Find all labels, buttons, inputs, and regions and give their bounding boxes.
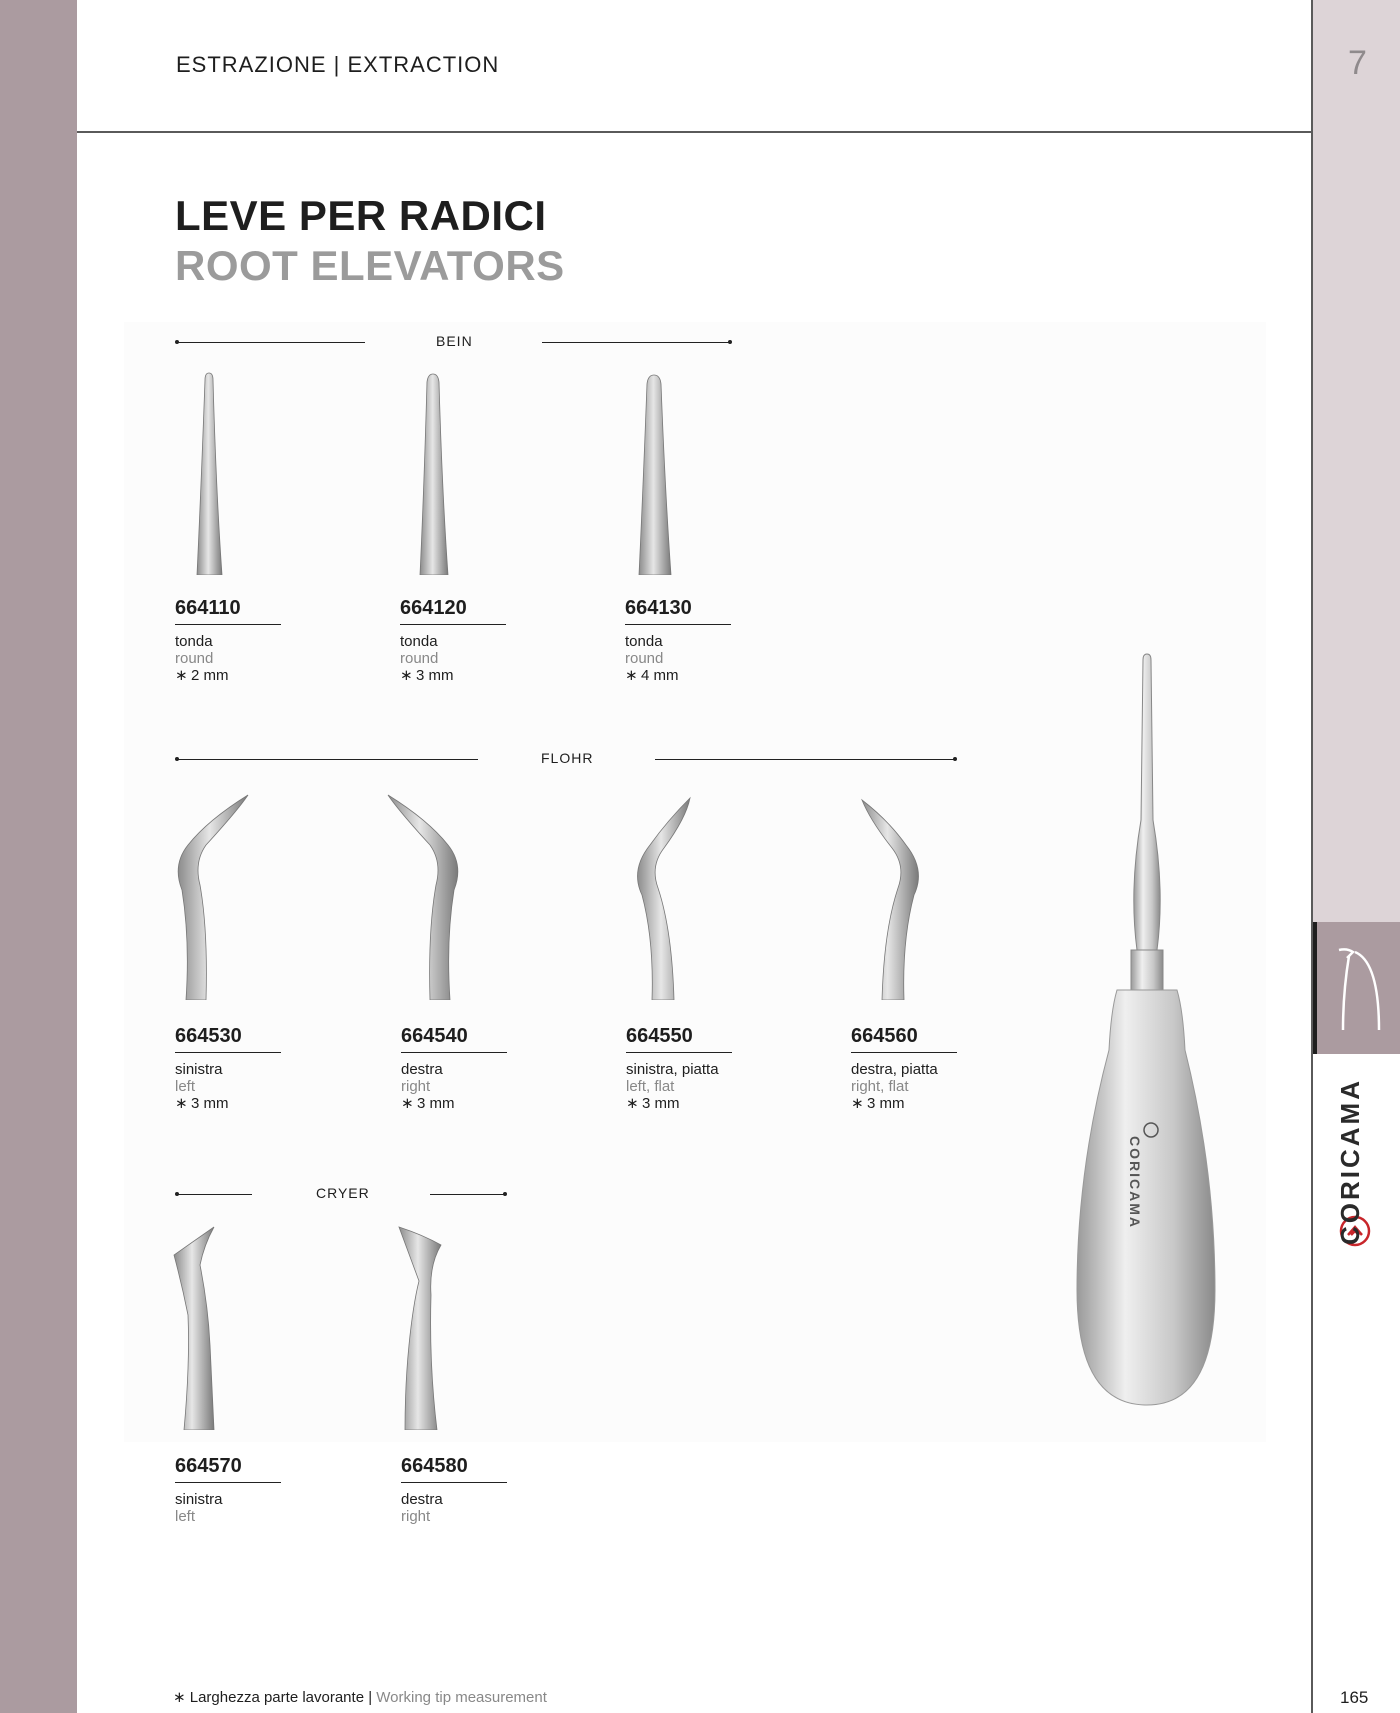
section-line-dot — [953, 757, 957, 761]
asterisk-icon: ∗ — [626, 1095, 639, 1112]
product-code: 664530 — [175, 1025, 281, 1053]
left-color-strip — [0, 0, 77, 1713]
product-desc-it: tonda — [175, 633, 213, 650]
bein-elevator-tip-3mm — [404, 370, 464, 575]
bein-elevator-tip-4mm — [625, 370, 685, 575]
section-line — [430, 1194, 505, 1195]
asterisk-icon: ∗ — [401, 1095, 414, 1112]
product-size: ∗ 4 mm — [625, 667, 679, 684]
section-line — [655, 759, 955, 760]
page-number: 165 — [1340, 1688, 1369, 1707]
flohr-elevator-right — [378, 790, 468, 1000]
product-code: 664540 — [401, 1025, 507, 1053]
brand-name: CORICAMA — [1335, 1078, 1365, 1245]
product-desc-it: tonda — [625, 633, 663, 650]
product-code: 664110 — [175, 597, 281, 625]
asterisk-icon: ∗ — [173, 1689, 186, 1706]
cryer-elevator-left — [168, 1225, 238, 1430]
asterisk-icon: ∗ — [175, 1095, 188, 1112]
section-line — [177, 1194, 252, 1195]
product-code: 664130 — [625, 597, 731, 625]
product-desc-en: left — [175, 1078, 196, 1095]
bein-elevator-tip-2mm — [180, 370, 240, 575]
product-size: ∗ 3 mm — [401, 1095, 455, 1112]
footnote-it: Larghezza parte lavorante — [189, 1689, 365, 1706]
product-desc-en: round — [175, 650, 214, 667]
product-664130[interactable] — [625, 597, 745, 684]
product-664580[interactable] — [401, 1455, 521, 1525]
product-664540[interactable] — [401, 1025, 521, 1112]
product-desc-it: sinistra — [175, 1491, 223, 1508]
flohr-elevator-left — [168, 790, 258, 1000]
chapter-tab[interactable] — [1313, 922, 1400, 1054]
section-label-cryer: CRYER — [316, 1185, 370, 1201]
footnote-separator: | — [368, 1689, 373, 1706]
product-664530[interactable] — [175, 1025, 295, 1112]
product-desc-en: round — [625, 650, 664, 667]
product-size: ∗ 3 mm — [626, 1095, 680, 1112]
product-664110[interactable] — [175, 597, 295, 684]
asterisk-icon: ∗ — [625, 667, 638, 684]
product-664570[interactable] — [175, 1455, 295, 1525]
section-line — [177, 759, 478, 760]
right-sidebar — [1311, 0, 1400, 1713]
product-code: 664120 — [400, 597, 506, 625]
product-code: 664570 — [175, 1455, 281, 1483]
product-desc-en: left, flat — [626, 1078, 675, 1095]
product-size: ∗ 3 mm — [400, 667, 454, 684]
sidebar-chapter-area — [1313, 0, 1400, 922]
product-664560[interactable] — [851, 1025, 1011, 1112]
asterisk-icon: ∗ — [175, 667, 188, 684]
section-label-bein: BEIN — [436, 333, 473, 349]
section-line-dot — [728, 340, 732, 344]
elevator-tab-icon — [1317, 922, 1400, 1054]
flohr-elevator-right-flat — [846, 790, 936, 1000]
product-code: 664550 — [626, 1025, 732, 1053]
product-desc-it: tonda — [400, 633, 438, 650]
product-664550[interactable] — [626, 1025, 786, 1112]
product-desc-en: right — [401, 1508, 431, 1525]
product-desc-it: destra, piatta — [851, 1061, 938, 1078]
product-desc-en: right, flat — [851, 1078, 909, 1095]
footnote — [173, 1688, 547, 1706]
product-desc-en: left — [175, 1508, 196, 1525]
section-line — [177, 342, 365, 343]
page-title-english: ROOT ELEVATORS — [175, 242, 565, 289]
chapter-number: 7 — [1348, 44, 1367, 82]
flohr-elevator-left-flat — [620, 790, 710, 1000]
product-code: 664560 — [851, 1025, 957, 1053]
product-desc-it: sinistra, piatta — [626, 1061, 719, 1078]
product-code: 664580 — [401, 1455, 507, 1483]
product-desc-it: destra — [401, 1061, 443, 1078]
product-desc-en: round — [400, 650, 439, 667]
header-divider — [77, 131, 1311, 133]
chapter-header: ESTRAZIONE | EXTRACTION — [176, 52, 500, 77]
section-line — [542, 342, 730, 343]
cryer-elevator-right — [393, 1225, 463, 1430]
footnote-en: Working tip measurement — [376, 1689, 547, 1706]
product-desc-it: destra — [401, 1491, 443, 1508]
asterisk-icon: ∗ — [851, 1095, 864, 1112]
product-desc-it: sinistra — [175, 1061, 223, 1078]
product-664120[interactable] — [400, 597, 520, 684]
product-size: ∗ 3 mm — [175, 1095, 229, 1112]
root-elevator-full-image — [1065, 650, 1235, 1410]
page-title-italian: LEVE PER RADICI — [175, 192, 547, 239]
section-line-dot — [503, 1192, 507, 1196]
asterisk-icon: ∗ — [400, 667, 413, 684]
product-size: ∗ 3 mm — [851, 1095, 905, 1112]
product-size: ∗ 2 mm — [175, 667, 229, 684]
handle-engraving: CORICAMA — [1127, 1136, 1143, 1229]
section-label-flohr: FLOHR — [541, 750, 594, 766]
product-desc-en: right — [401, 1078, 431, 1095]
